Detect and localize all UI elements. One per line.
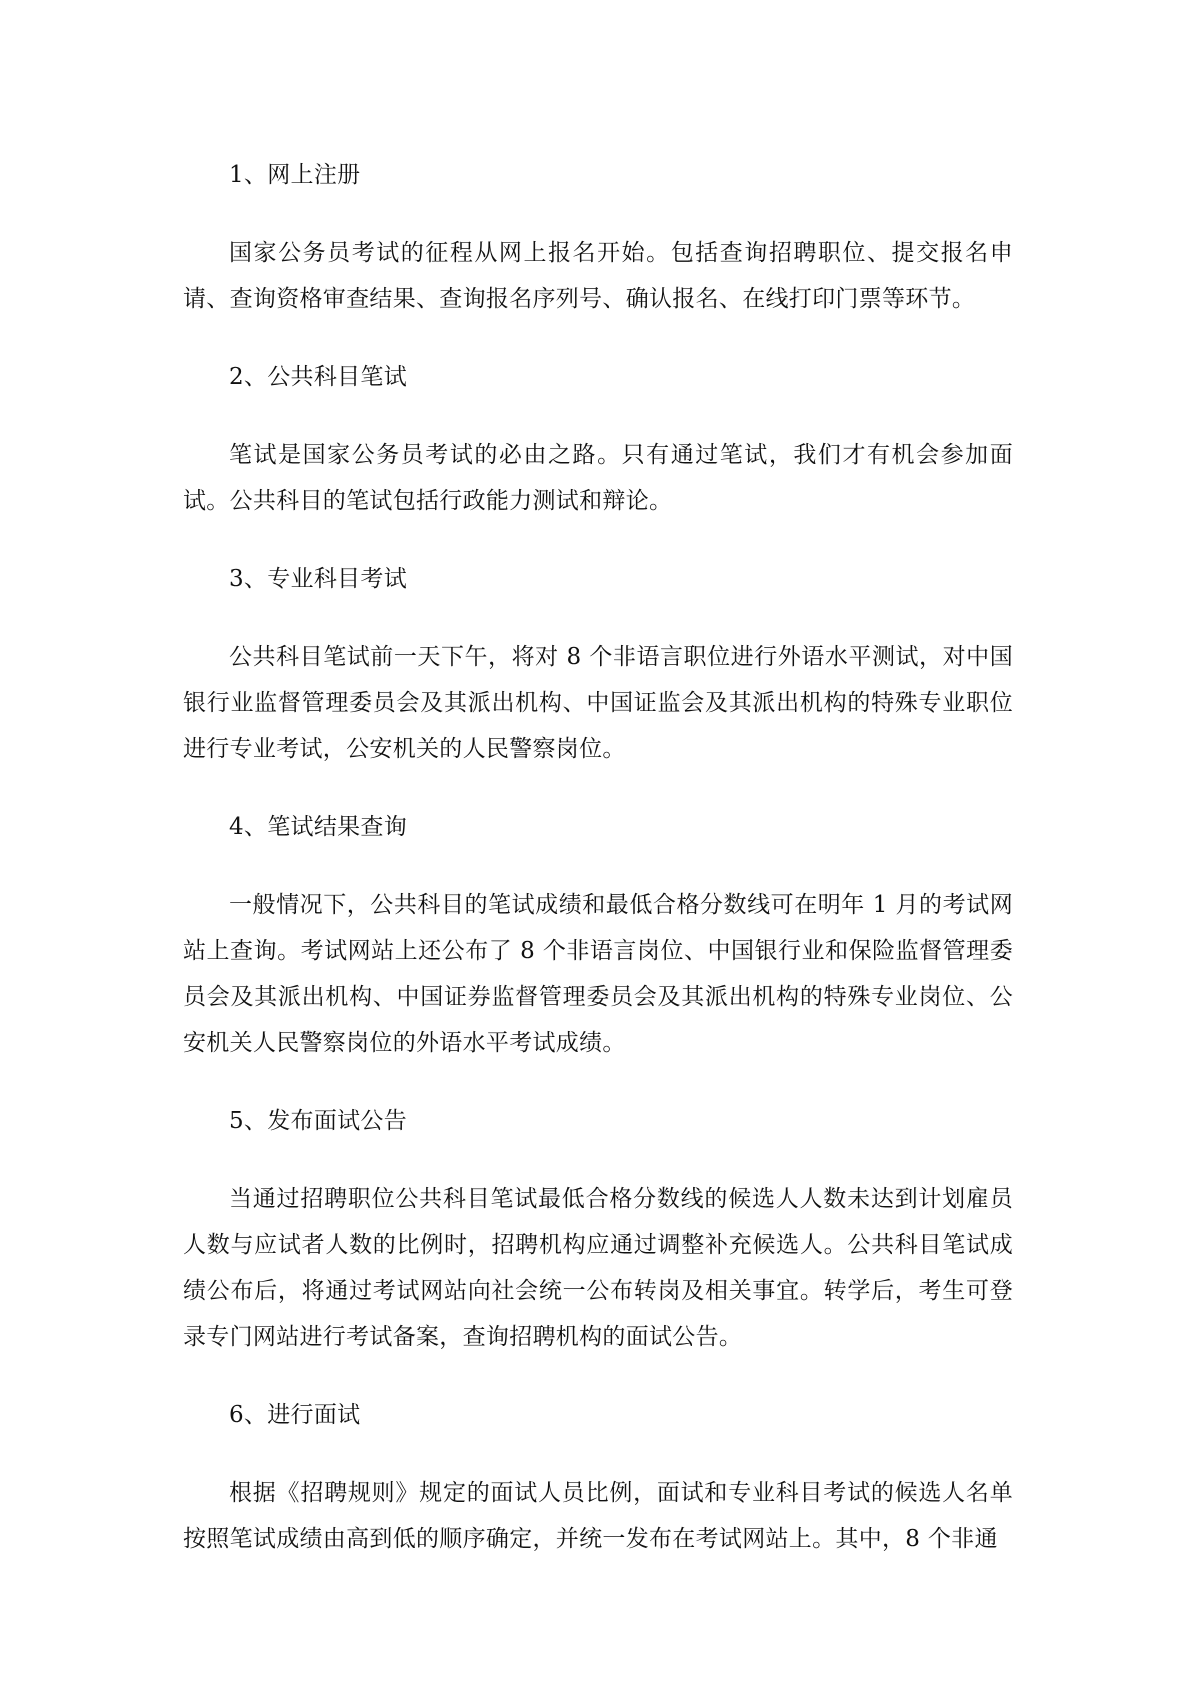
section-body-2: 笔试是国家公务员考试的必由之路。只有通过笔试，我们才有机会参加面试。公共科目的笔试包括行政能力测试和辩论。 (183, 442, 1013, 514)
section-body-5: 当通过招聘职位公共科目笔试最低合格分数线的候选人人数未达到计划雇员人数与应试者人数的比例时，招聘机构应通过调整补充候选人。公共科目笔试成绩公布后，将通过考试网站向社会统一公布转岗及相关事宜。转学后，考生可登录专门网站进行考试备案，查询招聘机构的面试公告。 (183, 1186, 1013, 1350)
section-heading-1: 1、网上注册 (229, 162, 361, 188)
section-heading-4: 4、笔试结果查询 (229, 814, 408, 840)
document-content (183, 152, 1013, 1594)
section-heading-3: 3、专业科目考试 (229, 566, 408, 592)
section-heading-2: 2、公共科目笔试 (229, 364, 408, 390)
section-heading-6: 6、进行面试 (229, 1402, 361, 1428)
section-heading-5: 5、发布面试公告 (229, 1108, 408, 1134)
section-body-6: 根据《招聘规则》规定的面试人员比例，面试和专业科目考试的候选人名单按照笔试成绩由高到低的顺序确定，并统一发布在考试网站上。其中，8 个非通 (183, 1480, 1013, 1552)
section-body-1: 国家公务员考试的征程从网上报名开始。包括查询招聘职位、提交报名申请、查询资格审查结果、查询报名序列号、确认报名、在线打印门票等环节。 (183, 240, 1013, 312)
section-body-4: 一般情况下，公共科目的笔试成绩和最低合格分数线可在明年 1 月的考试网站上查询。考试网站上还公布了 8 个非语言岗位、中国银行业和保险监督管理委员会及其派出机构、中国证券监督管理委员会及其派出机构的特殊专业岗位、公安机关人民警察岗位的外语水平考试成绩。 (183, 892, 1013, 1056)
section-body-3: 公共科目笔试前一天下午，将对 8 个非语言职位进行外语水平测试，对中国银行业监督管理委员会及其派出机构、中国证监会及其派出机构的特殊专业职位进行专业考试，公安机关的人民警察岗位。 (183, 644, 1013, 762)
